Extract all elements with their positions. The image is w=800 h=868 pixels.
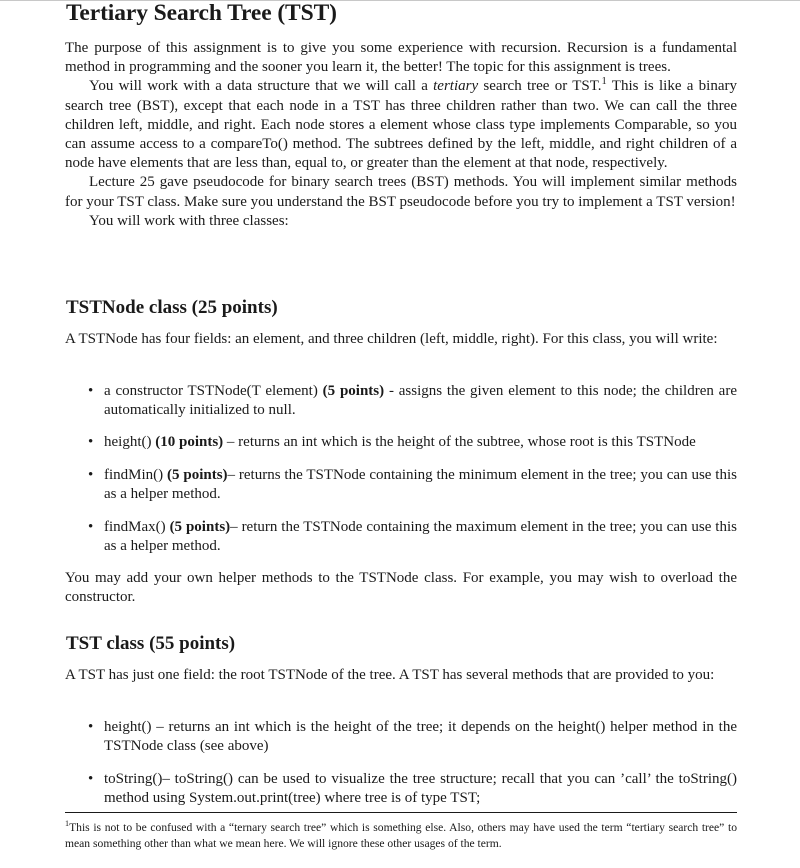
- bullet-text: a constructor TSTNode(T element) (5 points) - assigns the given element to this node; the children are automatically initialized to null.: [104, 383, 737, 419]
- bullet-text: findMin() (5 points)– returns the TSTNode containing the minimum element in the tree; you can use this as a helper method.: [104, 467, 737, 503]
- section-lead-tst: A TST has just one field: the root TSTNode of the tree. A TST has several methods that are provided to you:: [65, 667, 715, 683]
- footnote-reference[interactable]: 1: [601, 76, 607, 88]
- intro-section: [65, 39, 737, 231]
- bullet-text: height() (10 points) – returns an int which is the height of the subtree, whose root is this TSTNode: [104, 434, 696, 450]
- bullet-dot: •: [88, 771, 94, 787]
- p2-mid: search tree or TST.: [478, 78, 602, 95]
- p2-end: This is like a binary search tree (BST), except that each node in a TST has three children rather than two. We can call the three children left, middle, and right. Each node stores a element whose class type implements Comparable, so you can assume access to a compareTo() method. The subtrees defined by the left, middle, and right children of a node have elements that are less than, equal to, or greater than the element at that node, respectively.: [65, 78, 738, 172]
- document-title: Tertiary Search Tree (TST): [66, 0, 337, 26]
- intro-paragraph-1: The purpose of this assignment is to give you some experience with recursion. Recursion is a fundamental method in programming and the sooner you learn it, the better! The topic for this assignment is trees.: [65, 40, 737, 76]
- footnote-mark: 1: [65, 819, 70, 829]
- section-lead-tstnode: A TSTNode has four fields: an element, and three children (left, middle, right). For this class, you will write:: [65, 331, 718, 347]
- bullet-text: height() – returns an int which is the height of the tree; it depends on the height() helper method in the TSTNode class (see above): [104, 719, 737, 755]
- section-trailer-tstnode: You may add your own helper methods to the TSTNode class. For example, you may wish to overload the constructor.: [65, 570, 737, 606]
- bullet-dot: •: [88, 434, 94, 450]
- intro-paragraph-3: Lecture 25 gave pseudocode for binary search trees (BST) methods. You will implement similar methods for your TST class. Make sure you understand the BST pseudocode before you try to implement a TST version!: [65, 174, 737, 210]
- bullet-text: toString()– toString() can be used to visualize the tree structure; recall that you can ’call’ the toString() method using System.out.print(tree) where tree is of type TST;: [104, 771, 737, 807]
- footnote-text: This is not to be confused with a “ternary search tree” which is something else. Also, others may have used the term “tertiary search tree” to mean something other than what we mean here. We will ignore these other usages of the term.: [65, 821, 737, 850]
- p2-emphasis: tertiary: [433, 78, 479, 95]
- section-heading-tstnode: TSTNode class (25 points): [66, 297, 278, 318]
- footnote-divider: [65, 812, 737, 813]
- bullet-dot: •: [88, 519, 94, 535]
- p2-start: You will work with a data structure that we will call a: [89, 78, 434, 95]
- section-heading-tst: TST class (55 points): [66, 633, 236, 654]
- bullet-dot: •: [88, 719, 94, 735]
- bullet-dot: •: [88, 383, 94, 399]
- intro-paragraph-4: You will work with three classes:: [89, 212, 289, 229]
- bullet-dot: •: [88, 467, 94, 483]
- footnote: [65, 820, 737, 851]
- intro-paragraph-2: [65, 77, 737, 173]
- bullet-text: findMax() (5 points)– return the TSTNode containing the maximum element in the tree; you can use this as a helper method.: [104, 519, 737, 555]
